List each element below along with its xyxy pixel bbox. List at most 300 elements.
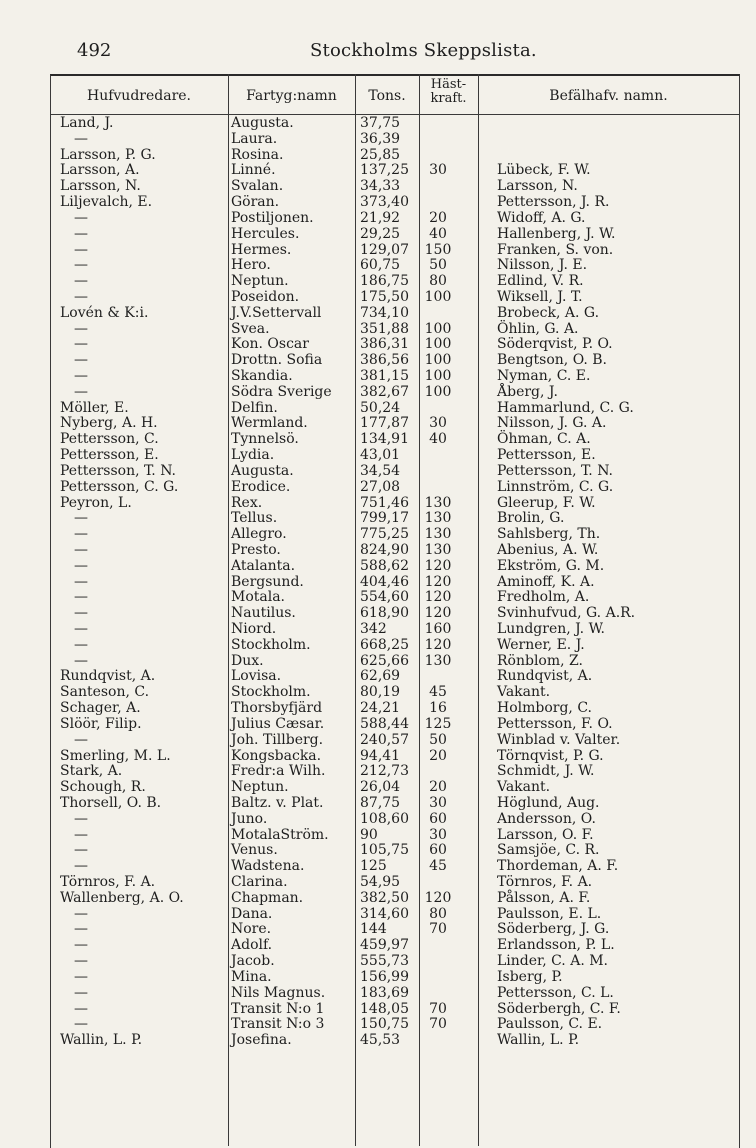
owner-cell: — [74, 130, 88, 147]
column-header-horsepower-line2: kraft. [430, 91, 467, 106]
ship-name-cell: Postiljonen. [231, 209, 314, 226]
owner-cell: — [74, 605, 88, 622]
table-row [0, 828, 756, 844]
ship-name-cell: MotalaStröm. [231, 826, 329, 843]
table-row [0, 369, 756, 385]
master-cell: Pettersson, J. R. [497, 194, 610, 211]
owner-cell: — [74, 257, 88, 274]
horsepower-cell: 50 [429, 257, 447, 274]
master-cell: Pålsson, A. F. [497, 889, 591, 906]
table-row [0, 733, 756, 749]
ship-name-cell: Wadstena. [231, 858, 305, 875]
horsepower-cell: 160 [424, 621, 452, 637]
master-cell: Nilsson, J. G. A. [497, 415, 607, 432]
owner-cell: — [74, 241, 88, 258]
master-cell: Linnström, C. G. [497, 478, 614, 495]
column-header-horsepower-line1: Häst- [430, 77, 467, 92]
ship-name-cell: Södra Sverige [231, 383, 332, 400]
tonnage-cell: 36,39 [360, 130, 401, 147]
ship-name-cell: Drottn. Sofia [231, 352, 323, 369]
table-row [0, 211, 756, 227]
ship-name-cell: Rosina. [231, 146, 284, 163]
table-row [0, 575, 756, 591]
table-row [0, 179, 756, 195]
ship-name-cell: Bergsund. [231, 573, 304, 590]
table-row [0, 638, 756, 654]
owner-cell: Wallin, L. P. [60, 1032, 143, 1049]
owner-cell: — [74, 526, 88, 543]
ship-name-cell: J.V.Settervall [231, 304, 322, 321]
ship-name-cell: Thorsbyfjärd [231, 700, 323, 717]
owner-cell: — [74, 209, 88, 226]
tonnage-cell: 588,62 [360, 557, 409, 574]
master-cell: Bengtson, O. B. [497, 352, 608, 369]
tonnage-cell: 134,91 [360, 431, 409, 448]
owner-cell: Pettersson, C. G. [60, 478, 179, 495]
owner-cell: — [74, 541, 88, 558]
owner-cell: — [74, 225, 88, 242]
table-row [0, 859, 756, 875]
owner-cell: — [74, 589, 88, 606]
tonnage-cell: 618,90 [360, 605, 409, 622]
owner-cell: Wallenberg, A. O. [60, 889, 184, 906]
table-row [0, 543, 756, 559]
master-cell: Nyman, C. E. [497, 368, 591, 384]
ship-name-cell: Stockholm. [231, 684, 311, 701]
column-header-horsepower [419, 78, 478, 106]
master-cell: Åberg, J. [497, 383, 558, 400]
master-cell: Vakant. [497, 779, 551, 796]
owner-cell: — [74, 826, 88, 843]
owner-cell: — [74, 510, 88, 527]
owner-cell: Land, J. [60, 115, 114, 131]
ship-name-cell: Nautilus. [231, 605, 296, 622]
ship-name-cell: Fredr:a Wilh. [231, 763, 326, 780]
tonnage-cell: 60,75 [360, 257, 401, 274]
table-row [0, 163, 756, 179]
owner-cell: Peyron, L. [60, 494, 132, 511]
tonnage-cell: 775,25 [360, 526, 409, 543]
owner-cell: Larsson, N. [60, 178, 141, 195]
page-number: 492 [77, 40, 112, 61]
master-cell: Rundqvist, A. [497, 668, 593, 685]
ship-list [0, 116, 756, 1049]
horsepower-cell: 30 [429, 415, 447, 432]
master-cell: Lundgren, J. W. [497, 621, 605, 637]
owner-cell: Larsson, P. G. [60, 146, 156, 163]
owner-cell: — [74, 383, 88, 400]
tonnage-cell: 342 [360, 621, 387, 637]
ship-name-cell: Stockholm. [231, 636, 311, 653]
horsepower-cell: 125 [424, 715, 452, 732]
master-cell: Isberg, P. [497, 968, 563, 985]
owner-cell: — [74, 953, 88, 970]
table-row [0, 227, 756, 243]
horsepower-cell: 100 [424, 368, 452, 384]
horsepower-cell: 120 [424, 605, 452, 622]
table-row [0, 132, 756, 148]
master-cell: Törnqvist, P. G. [497, 747, 604, 764]
tonnage-cell: 734,10 [360, 304, 409, 321]
owner-cell: Pettersson, C. [60, 431, 159, 448]
tonnage-cell: 34,54 [360, 462, 401, 479]
running-title: Stockholms Skeppslista. [310, 40, 537, 61]
ship-name-cell: Laura. [231, 130, 278, 147]
tonnage-cell: 37,75 [360, 115, 401, 131]
tonnage-cell: 144 [360, 921, 387, 938]
table-row [0, 496, 756, 512]
ship-name-cell: Delfin. [231, 399, 278, 416]
tonnage-cell: 150,75 [360, 1016, 409, 1033]
table-row [0, 1033, 756, 1049]
table-row [0, 116, 756, 132]
column-header-tons: Tons. [368, 88, 406, 104]
table-row [0, 148, 756, 164]
master-cell: Franken, S. von. [497, 241, 614, 258]
master-cell: Schmidt, J. W. [497, 763, 595, 780]
owner-cell: — [74, 621, 88, 637]
horsepower-cell: 50 [429, 731, 447, 748]
tonnage-cell: 799,17 [360, 510, 409, 527]
owner-cell: Thorsell, O. B. [60, 794, 162, 811]
owner-cell: Pettersson, T. N. [60, 462, 177, 479]
master-cell: Werner, E. J. [497, 636, 585, 653]
tonnage-cell: 45,53 [360, 1032, 401, 1049]
tonnage-cell: 129,07 [360, 241, 409, 258]
ship-name-cell: Dux. [231, 652, 264, 669]
tonnage-cell: 554,60 [360, 589, 409, 606]
page-header [0, 40, 756, 68]
horsepower-cell: 30 [429, 826, 447, 843]
tonnage-cell: 43,01 [360, 447, 401, 464]
master-cell: Sahlsberg, Th. [497, 526, 601, 543]
table-row [0, 290, 756, 306]
master-cell: Törnros, F. A. [497, 874, 593, 890]
tonnage-cell: 459,97 [360, 937, 409, 954]
ship-name-cell: Göran. [231, 194, 280, 211]
owner-cell: Larsson, A. [60, 162, 140, 179]
horsepower-cell: 130 [424, 652, 452, 669]
owner-cell: Liljevalch, E. [60, 194, 153, 211]
tonnage-cell: 90 [360, 826, 378, 843]
horsepower-cell: 120 [424, 589, 452, 606]
tonnage-cell: 240,57 [360, 731, 409, 748]
tonnage-cell: 21,92 [360, 209, 401, 226]
owner-cell: Rundqvist, A. [60, 668, 156, 685]
master-cell: Vakant. [497, 684, 551, 701]
horsepower-cell: 130 [424, 510, 452, 527]
ship-name-cell: Kongsbacka. [231, 747, 322, 764]
table-row [0, 685, 756, 701]
table-row [0, 1002, 756, 1018]
horsepower-cell: 70 [429, 1000, 447, 1017]
column-header-owner: Hufvudredare. [86, 88, 191, 104]
horsepower-cell: 120 [424, 889, 452, 906]
master-cell: Paulsson, C. E. [497, 1016, 603, 1033]
horsepower-cell: 80 [429, 905, 447, 922]
owner-cell: — [74, 984, 88, 1001]
master-cell: Ekström, G. M. [497, 557, 605, 574]
table-row [0, 243, 756, 259]
ship-name-cell: Baltz. v. Plat. [231, 794, 324, 811]
master-cell: Pettersson, T. N. [497, 462, 614, 479]
ship-name-cell: Chapman. [231, 889, 304, 906]
tonnage-cell: 314,60 [360, 905, 409, 922]
tonnage-cell: 156,99 [360, 968, 409, 985]
table-row [0, 337, 756, 353]
ship-name-cell: Neptun. [231, 779, 289, 796]
table-row [0, 527, 756, 543]
master-cell: Samsjöe, C. R. [497, 842, 600, 859]
horsepower-cell: 40 [429, 225, 447, 242]
ship-name-cell: Joh. Tillberg. [231, 731, 324, 748]
table-row [0, 622, 756, 638]
horsepower-cell: 45 [429, 684, 447, 701]
table-row [0, 401, 756, 417]
horsepower-cell: 20 [429, 747, 447, 764]
master-cell: Svinhufvud, G. A.R. [497, 605, 636, 622]
ship-name-cell: Nils Magnus. [231, 984, 326, 1001]
horsepower-cell: 100 [424, 320, 452, 337]
owner-cell: — [74, 731, 88, 748]
table-row [0, 749, 756, 765]
tonnage-cell: 386,31 [360, 336, 409, 353]
ship-name-cell: Svalan. [231, 178, 284, 195]
owner-cell: — [74, 968, 88, 985]
owner-cell: — [74, 636, 88, 653]
owner-cell: — [74, 368, 88, 384]
owner-cell: Lovén & K:i. [60, 304, 149, 321]
tonnage-cell: 34,33 [360, 178, 401, 195]
master-cell: Edlind, V. R. [497, 273, 584, 290]
table-row [0, 717, 756, 733]
ship-name-cell: Clarina. [231, 874, 288, 890]
master-cell: Widoff, A. G. [497, 209, 586, 226]
tonnage-cell: 175,50 [360, 288, 409, 305]
horsepower-cell: 100 [424, 383, 452, 400]
tonnage-cell: 125 [360, 858, 387, 875]
horsepower-cell: 60 [429, 842, 447, 859]
owner-cell: — [74, 937, 88, 954]
master-cell: Wallin, L. P. [497, 1032, 580, 1049]
ship-name-cell: Mina. [231, 968, 272, 985]
master-cell: Winblad v. Valter. [497, 731, 621, 748]
table-row [0, 843, 756, 859]
table-row [0, 875, 756, 891]
ship-name-cell: Neptun. [231, 273, 289, 290]
ship-name-cell: Transit N:o 3 [231, 1016, 325, 1033]
tonnage-cell: 29,25 [360, 225, 401, 242]
owner-cell: Nyberg, A. H. [60, 415, 158, 432]
ship-name-cell: Kon. Oscar [231, 336, 309, 353]
table-row [0, 511, 756, 527]
tonnage-cell: 381,15 [360, 368, 409, 384]
master-cell: Öhman, C. A. [497, 431, 591, 448]
tonnage-cell: 373,40 [360, 194, 409, 211]
owner-cell: Schager, A. [60, 700, 141, 717]
horsepower-cell: 120 [424, 557, 452, 574]
tonnage-cell: 54,95 [360, 874, 401, 890]
table-row [0, 986, 756, 1002]
horsepower-cell: 120 [424, 573, 452, 590]
master-cell: Fredholm, A. [497, 589, 590, 606]
ship-name-cell: Svea. [231, 320, 270, 337]
ship-name-cell: Erodice. [231, 478, 291, 495]
ship-name-cell: Skandia. [231, 368, 293, 384]
ship-name-cell: Josefina. [231, 1032, 292, 1049]
table-row [0, 353, 756, 369]
master-cell: Brobeck, A. G. [497, 304, 600, 321]
ship-name-cell: Lovisa. [231, 668, 282, 685]
tonnage-cell: 351,88 [360, 320, 409, 337]
horsepower-cell: 16 [429, 700, 447, 717]
master-cell: Abenius, A. W. [497, 541, 599, 558]
tonnage-cell: 588,44 [360, 715, 409, 732]
ship-name-cell: Presto. [231, 541, 281, 558]
master-cell: Thordeman, A. F. [497, 858, 619, 875]
table-row [0, 764, 756, 780]
master-cell: Gleerup, F. W. [497, 494, 596, 511]
tonnage-cell: 87,75 [360, 794, 401, 811]
table-row [0, 907, 756, 923]
ship-name-cell: Rex. [231, 494, 263, 511]
horsepower-cell: 100 [424, 336, 452, 353]
horsepower-cell: 20 [429, 779, 447, 796]
owner-cell: — [74, 320, 88, 337]
column-header-master: Befälhafv. namn. [549, 88, 668, 104]
ship-name-cell: Linné. [231, 162, 276, 179]
table-row [0, 590, 756, 606]
tonnage-cell: 25,85 [360, 146, 401, 163]
horsepower-cell: 100 [424, 288, 452, 305]
master-cell: Söderbergh, C. F. [497, 1000, 621, 1017]
owner-cell: — [74, 810, 88, 827]
table-row [0, 258, 756, 274]
ship-name-cell: Augusta. [231, 462, 294, 479]
ship-name-cell: Augusta. [231, 115, 294, 131]
table-row [0, 891, 756, 907]
tonnage-cell: 404,46 [360, 573, 409, 590]
master-cell: Nilsson, J. E. [497, 257, 588, 274]
owner-cell: — [74, 858, 88, 875]
table-row [0, 654, 756, 670]
owner-cell: Törnros, F. A. [60, 874, 156, 890]
horsepower-cell: 70 [429, 1016, 447, 1033]
owner-cell: Möller, E. [60, 399, 129, 416]
owner-cell: — [74, 921, 88, 938]
ship-name-cell: Hercules. [231, 225, 300, 242]
master-cell: Söderqvist, P. O. [497, 336, 613, 353]
tonnage-cell: 27,08 [360, 478, 401, 495]
horsepower-cell: 150 [424, 241, 452, 258]
ship-name-cell: Julius Cæsar. [231, 715, 325, 732]
master-cell: Lübeck, F. W. [497, 162, 591, 179]
master-cell: Söderberg, J. G. [497, 921, 610, 938]
master-cell: Brolin, G. [497, 510, 565, 527]
horsepower-cell: 130 [424, 541, 452, 558]
tonnage-cell: 386,56 [360, 352, 409, 369]
ship-name-cell: Niord. [231, 621, 277, 637]
table-row [0, 432, 756, 448]
table-row [0, 1017, 756, 1033]
table-row [0, 938, 756, 954]
master-cell: Aminoff, K. A. [497, 573, 595, 590]
ship-name-cell: Wermland. [231, 415, 308, 432]
tonnage-cell: 625,66 [360, 652, 409, 669]
horsepower-cell: 30 [429, 162, 447, 179]
tonnage-cell: 212,73 [360, 763, 409, 780]
owner-cell: — [74, 352, 88, 369]
tonnage-cell: 751,46 [360, 494, 409, 511]
master-cell: Linder, C. A. M. [497, 953, 609, 970]
horsepower-cell: 130 [424, 494, 452, 511]
horsepower-cell: 80 [429, 273, 447, 290]
table-row [0, 480, 756, 496]
table-row [0, 448, 756, 464]
table-row [0, 322, 756, 338]
tonnage-cell: 382,67 [360, 383, 409, 400]
tonnage-cell: 24,21 [360, 700, 401, 717]
master-cell: Paulsson, E. L. [497, 905, 602, 922]
horsepower-cell: 130 [424, 526, 452, 543]
horsepower-cell: 70 [429, 921, 447, 938]
ship-name-cell: Transit N:o 1 [231, 1000, 325, 1017]
tonnage-cell: 94,41 [360, 747, 401, 764]
master-cell: Rönblom, Z. [497, 652, 583, 669]
owner-cell: — [74, 336, 88, 353]
table-row [0, 812, 756, 828]
owner-cell: — [74, 1016, 88, 1033]
owner-cell: — [74, 905, 88, 922]
tonnage-cell: 137,25 [360, 162, 409, 179]
owner-cell: Slöör, Filip. [60, 715, 142, 732]
table-row [0, 195, 756, 211]
owner-cell: Schough, R. [60, 779, 146, 796]
master-cell: Hallenberg, J. W. [497, 225, 616, 242]
table-row [0, 385, 756, 401]
tonnage-cell: 183,69 [360, 984, 409, 1001]
tonnage-cell: 668,25 [360, 636, 409, 653]
master-cell: Pettersson, C. L. [497, 984, 614, 1001]
ship-name-cell: Atalanta. [231, 557, 296, 574]
ship-name-cell: Motala. [231, 589, 286, 606]
master-cell: Pettersson, E. [497, 447, 596, 464]
ship-name-cell: Venus. [231, 842, 278, 859]
owner-cell: — [74, 842, 88, 859]
tonnage-cell: 382,50 [360, 889, 409, 906]
table-row [0, 306, 756, 322]
tonnage-cell: 824,90 [360, 541, 409, 558]
table-row [0, 954, 756, 970]
horsepower-cell: 40 [429, 431, 447, 448]
table-row [0, 970, 756, 986]
ship-name-cell: Lydia. [231, 447, 275, 464]
table-row [0, 416, 756, 432]
ship-name-cell: Dana. [231, 905, 273, 922]
master-cell: Holmborg, C. [497, 700, 592, 717]
ship-name-cell: Adolf. [231, 937, 273, 954]
master-cell: Larsson, N. [497, 178, 578, 195]
master-cell: Höglund, Aug. [497, 794, 600, 811]
ship-name-cell: Hero. [231, 257, 271, 274]
master-cell: Öhlin, G. A. [497, 320, 579, 337]
ship-name-cell: Nore. [231, 921, 272, 938]
owner-cell: — [74, 652, 88, 669]
tonnage-cell: 186,75 [360, 273, 409, 290]
owner-cell: — [74, 1000, 88, 1017]
table-row [0, 274, 756, 290]
master-cell: Larsson, O. F. [497, 826, 594, 843]
